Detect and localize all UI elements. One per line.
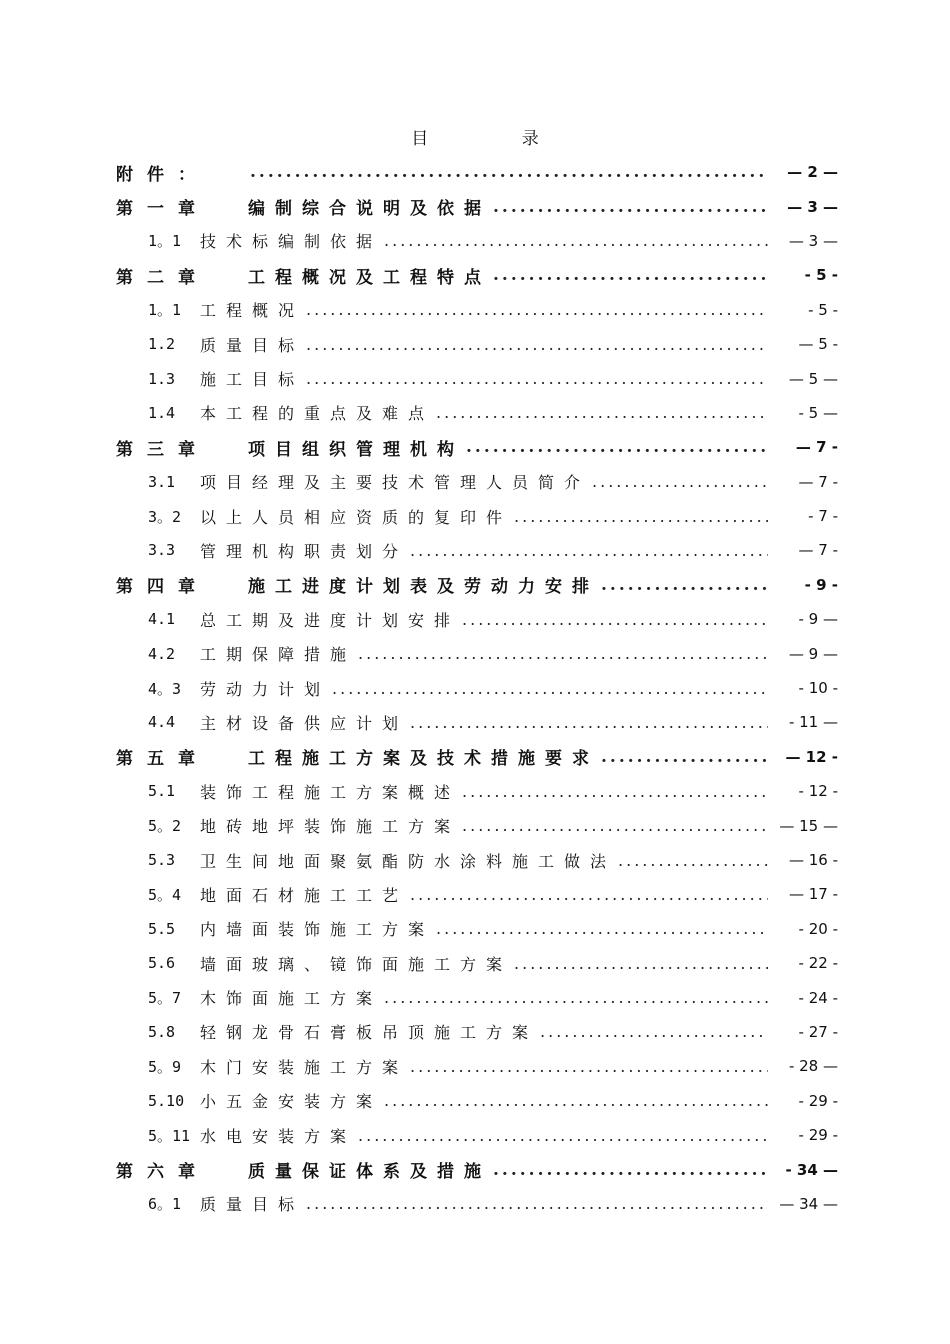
toc-dot-leader xyxy=(408,1057,768,1076)
toc-section-entry[interactable] xyxy=(116,912,838,946)
toc-page-number: — 12 - xyxy=(785,747,838,766)
toc-entry-title: 工程概况 xyxy=(200,301,305,321)
toc-entry-title: 施工进度计划表及劳动力安排 xyxy=(248,577,599,598)
toc-entry-number: 5。4 xyxy=(148,885,182,904)
toc-dot-leader xyxy=(382,1091,768,1110)
toc-entry-title: 地砖地坪装饰施工方案 xyxy=(200,817,461,837)
toc-entry-number: 3.3 xyxy=(148,541,176,560)
toc-page-number: — 3 — xyxy=(788,231,838,250)
toc-entry-number: 5。9 xyxy=(148,1057,182,1076)
toc-page-number: - 9 — xyxy=(798,610,838,629)
toc-entry-title: 工期保障措施 xyxy=(200,645,357,665)
toc-dot-leader xyxy=(491,197,768,217)
toc-section-entry[interactable] xyxy=(116,533,838,567)
toc-entry-number: 第一章 xyxy=(116,199,209,220)
toc-dot-leader xyxy=(599,747,768,767)
toc-entry-number: 5。11 xyxy=(148,1126,191,1145)
toc-dot-leader xyxy=(512,507,768,526)
toc-page-number: — 16 - xyxy=(788,851,838,869)
toc-dot-leader xyxy=(460,816,768,835)
toc-chapter-entry[interactable] xyxy=(116,155,838,189)
toc-dot-leader xyxy=(382,231,768,250)
toc-entry-title: 地面石材施工工艺 xyxy=(200,885,409,905)
toc-entry-title: 内墙面装饰施工方案 xyxy=(200,920,435,940)
toc-dot-leader xyxy=(460,782,768,801)
toc-page-number: — 9 — xyxy=(788,644,838,663)
toc-entry-title: 质量目标 xyxy=(200,1195,305,1215)
toc-dot-leader xyxy=(491,265,768,285)
toc-entry-title: 总工期及进度计划安排 xyxy=(200,610,461,630)
toc-dot-leader xyxy=(590,472,768,491)
toc-entry-title: 卫生间地面聚氨酯防水涂料施工做法 xyxy=(200,851,617,871)
toc-section-entry[interactable] xyxy=(116,602,838,636)
toc-dot-leader xyxy=(512,954,768,973)
toc-dot-leader xyxy=(460,610,768,629)
toc-page-number: - 27 - xyxy=(798,1022,838,1041)
toc-entry-number: 第二章 xyxy=(116,267,209,288)
toc-page-number: — 5 — xyxy=(788,369,838,388)
toc-entry-title: 项目经理及主要技术管理人员简介 xyxy=(200,473,591,493)
toc-section-entry[interactable] xyxy=(116,877,838,911)
table-of-contents xyxy=(116,155,838,1221)
toc-entry-number: 1.2 xyxy=(148,335,176,354)
toc-dot-leader xyxy=(248,162,768,182)
toc-page-number: - 34 — xyxy=(785,1160,838,1179)
toc-page-number: — 34 — xyxy=(779,1194,838,1213)
toc-heading: 目 录 xyxy=(411,129,583,149)
toc-page-number: - 29 - xyxy=(798,1091,838,1110)
toc-page-number: — 5 - xyxy=(798,335,838,354)
toc-entry-number: 1。1 xyxy=(148,301,182,320)
toc-chapter-entry[interactable] xyxy=(116,430,838,464)
toc-entry-title: 装饰工程施工方案概述 xyxy=(200,782,461,802)
toc-page-number: — 17 - xyxy=(788,885,838,904)
toc-section-entry[interactable] xyxy=(116,1084,838,1118)
toc-page-number: - 20 - xyxy=(798,919,838,938)
toc-section-entry[interactable] xyxy=(116,1049,838,1083)
toc-page-number: - 12 - xyxy=(798,782,838,801)
toc-chapter-entry[interactable] xyxy=(116,568,838,602)
toc-entry-title: 施工目标 xyxy=(200,370,305,390)
toc-dot-leader xyxy=(304,369,768,388)
toc-entry-number: 5.6 xyxy=(148,954,176,973)
toc-page-number: — 2 — xyxy=(787,163,838,182)
toc-page-number: — 3 — xyxy=(787,197,838,216)
toc-entry-title: 木饰面施工方案 xyxy=(200,989,383,1009)
toc-dot-leader xyxy=(304,335,768,354)
toc-dot-leader xyxy=(304,1194,768,1213)
toc-section-entry[interactable] xyxy=(116,499,838,533)
toc-dot-leader xyxy=(330,679,768,698)
toc-section-entry[interactable] xyxy=(116,465,838,499)
toc-dot-leader xyxy=(616,851,768,870)
toc-entry-number: 1.3 xyxy=(148,369,176,388)
toc-entry-title: 木门安装施工方案 xyxy=(200,1057,409,1077)
toc-entry-number: 4。3 xyxy=(148,679,182,698)
toc-entry-number: 5。2 xyxy=(148,817,182,836)
toc-dot-leader xyxy=(356,1126,768,1145)
toc-entry-number: 附件： xyxy=(116,164,209,185)
toc-page-number: - 24 - xyxy=(798,988,838,1007)
toc-chapter-entry[interactable] xyxy=(116,258,838,292)
toc-dot-leader xyxy=(491,1160,768,1180)
toc-entry-number: 5.1 xyxy=(148,782,176,801)
toc-section-entry[interactable] xyxy=(116,361,838,395)
toc-entry-title: 技术标编制依据 xyxy=(200,232,383,252)
toc-entry-title: 小五金安装方案 xyxy=(200,1092,383,1112)
toc-dot-leader xyxy=(538,1022,768,1041)
toc-chapter-entry[interactable] xyxy=(116,1152,838,1186)
toc-entry-title: 墙面玻璃、镜饰面施工方案 xyxy=(200,954,513,974)
toc-section-entry[interactable] xyxy=(116,808,838,842)
toc-dot-leader xyxy=(304,300,768,319)
toc-chapter-entry[interactable] xyxy=(116,740,838,774)
toc-dot-leader xyxy=(382,988,768,1007)
toc-page-number: - 28 — xyxy=(788,1057,838,1076)
toc-entry-number: 5.8 xyxy=(148,1022,176,1041)
toc-entry-number: 第四章 xyxy=(116,577,209,598)
toc-entry-number: 4.4 xyxy=(148,713,176,732)
toc-page-number: — 7 - xyxy=(798,541,838,560)
toc-entry-title: 劳动力计划 xyxy=(200,679,331,699)
toc-dot-leader xyxy=(408,541,768,560)
toc-dot-leader xyxy=(464,437,768,457)
toc-entry-number: 5。7 xyxy=(148,989,182,1008)
toc-page-number: - 7 - xyxy=(808,507,838,526)
toc-section-entry[interactable] xyxy=(116,293,838,327)
toc-dot-leader xyxy=(356,644,768,663)
toc-dot-leader xyxy=(434,403,768,422)
toc-page-number: - 29 - xyxy=(798,1126,838,1145)
toc-section-entry[interactable] xyxy=(116,1187,838,1221)
toc-entry-number: 3。2 xyxy=(148,507,182,526)
toc-entry-number: 第六章 xyxy=(116,1162,209,1183)
toc-entry-title: 质量保证体系及措施 xyxy=(248,1162,491,1183)
toc-section-entry[interactable] xyxy=(116,396,838,430)
toc-chapter-entry[interactable] xyxy=(116,189,838,223)
toc-section-entry[interactable] xyxy=(116,705,838,739)
toc-entry-title: 工程概况及工程特点 xyxy=(248,267,491,288)
toc-section-entry[interactable] xyxy=(116,1015,838,1049)
toc-section-entry[interactable] xyxy=(116,1118,838,1152)
toc-page-number: — 7 - xyxy=(795,438,838,457)
toc-entry-title: 水电安装方案 xyxy=(200,1126,357,1146)
toc-entry-title: 本工程的重点及难点 xyxy=(200,404,435,424)
toc-section-entry[interactable] xyxy=(116,224,838,258)
toc-page-number: - 22 - xyxy=(798,954,838,973)
toc-entry-title: 轻钢龙骨石膏板吊顶施工方案 xyxy=(200,1023,539,1043)
toc-entry-title: 以上人员相应资质的复印件 xyxy=(200,507,513,527)
toc-entry-number: 6。1 xyxy=(148,1195,182,1214)
toc-entry-title: 编制综合说明及依据 xyxy=(248,199,491,220)
toc-section-entry[interactable] xyxy=(116,843,838,877)
toc-section-entry[interactable] xyxy=(116,946,838,980)
toc-page-number: - 5 — xyxy=(798,403,838,422)
toc-dot-leader xyxy=(434,919,768,938)
toc-page-number: - 10 - xyxy=(798,679,838,698)
toc-section-entry[interactable] xyxy=(116,636,838,670)
toc-entry-number: 1.4 xyxy=(148,403,176,422)
toc-entry-number: 3.1 xyxy=(148,472,176,491)
toc-entry-number: 第三章 xyxy=(116,439,209,460)
toc-entry-title: 项目组织管理机构 xyxy=(248,439,464,460)
toc-entry-title: 主材设备供应计划 xyxy=(200,713,409,733)
toc-entry-number: 4.1 xyxy=(148,610,176,629)
toc-entry-number: 1。1 xyxy=(148,232,182,251)
toc-dot-leader xyxy=(599,575,768,595)
toc-dot-leader xyxy=(408,713,768,732)
toc-entry-number: 4.2 xyxy=(148,644,176,663)
toc-page-number: - 5 - xyxy=(808,300,838,319)
toc-section-entry[interactable] xyxy=(116,774,838,808)
toc-dot-leader xyxy=(408,885,768,904)
toc-section-entry[interactable] xyxy=(116,671,838,705)
toc-page-number: — 7 - xyxy=(798,472,838,491)
toc-page-number: - 11 — xyxy=(788,713,838,732)
toc-section-entry[interactable] xyxy=(116,327,838,361)
toc-entry-number: 5.10 xyxy=(148,1091,185,1110)
toc-page-number: - 5 - xyxy=(804,266,838,285)
toc-entry-number: 5.5 xyxy=(148,919,176,938)
toc-section-entry[interactable] xyxy=(116,980,838,1014)
toc-page-number: - 9 - xyxy=(804,575,838,594)
toc-entry-title: 质量目标 xyxy=(200,335,305,355)
toc-page-number: — 15 — xyxy=(779,816,838,835)
toc-entry-number: 5.3 xyxy=(148,851,176,869)
toc-entry-number: 第五章 xyxy=(116,749,209,770)
toc-entry-title: 管理机构职责划分 xyxy=(200,541,409,561)
toc-entry-title: 工程施工方案及技术措施要求 xyxy=(248,749,599,770)
